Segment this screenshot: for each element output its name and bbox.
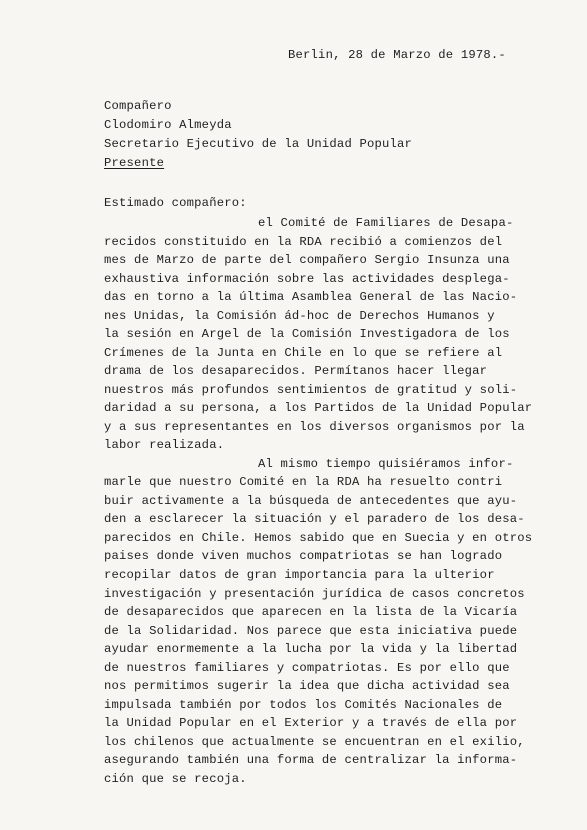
body-line-15: marle que nuestro Comité en la RDA ha resuelto contri [104, 475, 503, 489]
body-line-19: paises donde viven muchos compatriotas se han logrado [104, 549, 503, 563]
body-line-21: investigación y presentación jurídica de casos concretos [104, 587, 525, 601]
body-line-10: nuestros más profundos sentimientos de gratitud y soli- [104, 383, 518, 397]
body-line-28: la Unidad Popular en el Exterior y a través de ella por [104, 716, 518, 730]
body-line-16: buir activamente a la búsqueda de antecedentes que ayu- [104, 494, 518, 508]
addressee-presente: Presente [104, 156, 165, 170]
body-line-11: daridad a su persona, a los Partidos de la Unidad Popular [104, 401, 533, 415]
addressee-salutation-title: Compañero [104, 99, 172, 113]
body-line-18: parecidos en Chile. Hemos sabido que en Suecia y en otros [104, 531, 533, 545]
body-line-31: ción que se recoja. [104, 772, 247, 786]
body-line-7: la sesión en Argel de la Comisión Investigadora de los [104, 327, 510, 341]
body-line-9: drama de los desaparecidos. Permítanos hacer llegar [104, 364, 488, 378]
body-line-4: exhaustiva información sobre las actividades desplega- [104, 272, 510, 286]
body-line-22: de desaparecidos que aparecen en la lista de la Vicaría [104, 605, 518, 619]
body-line-1: el Comité de Familiares de Desapa- [258, 216, 514, 230]
body-line-8: Crímenes de la Junta en Chile en lo que se refiere al [104, 346, 503, 360]
body-line-14: Al mismo tiempo quisiéramos infor- [258, 457, 514, 471]
body-line-25: de nuestros familiares y compatriotas. Es por ello que [104, 661, 510, 675]
body-line-23: de la Solidaridad. Nos parece que esta iniciativa puede [104, 624, 518, 638]
body-line-3: mes de Marzo de parte del compañero Sergio Insunza una [104, 253, 510, 267]
body-line-12: y a sus representantes en los diversos organismos por la [104, 420, 525, 434]
body-line-27: impulsada también por todos los Comités Nacionales de [104, 698, 503, 712]
body-line-30: asegurando también una forma de centralizar la informa- [104, 753, 518, 767]
date-line: Berlin, 28 de Marzo de 1978.- [288, 48, 506, 62]
body-line-2: recidos constituido en la RDA recibió a comienzos del [104, 235, 503, 249]
body-line-29: los chilenos que actualmente se encuentran en el exilio, [104, 735, 525, 749]
body-line-26: nos permitimos sugerir la idea que dicha actividad sea [104, 679, 510, 693]
addressee-name: Clodomiro Almeyda [104, 118, 232, 132]
body-line-20: recopilar datos de gran importancia para la ulterior [104, 568, 495, 582]
greeting: Estimado compañero: [104, 196, 247, 210]
body-line-5: das en torno a la última Asamblea General de las Nacio- [104, 290, 518, 304]
addressee-position: Secretario Ejecutivo de la Unidad Popular [104, 137, 413, 151]
body-line-13: labor realizada. [104, 438, 225, 452]
body-line-6: nes Unidas, la Comisión ád-hoc de Derechos Humanos y [104, 309, 495, 323]
body-line-17: den a esclarecer la situación y el paradero de los desa- [104, 512, 525, 526]
body-line-24: ayudar enormemente a la lucha por la vida y la libertad [104, 642, 518, 656]
